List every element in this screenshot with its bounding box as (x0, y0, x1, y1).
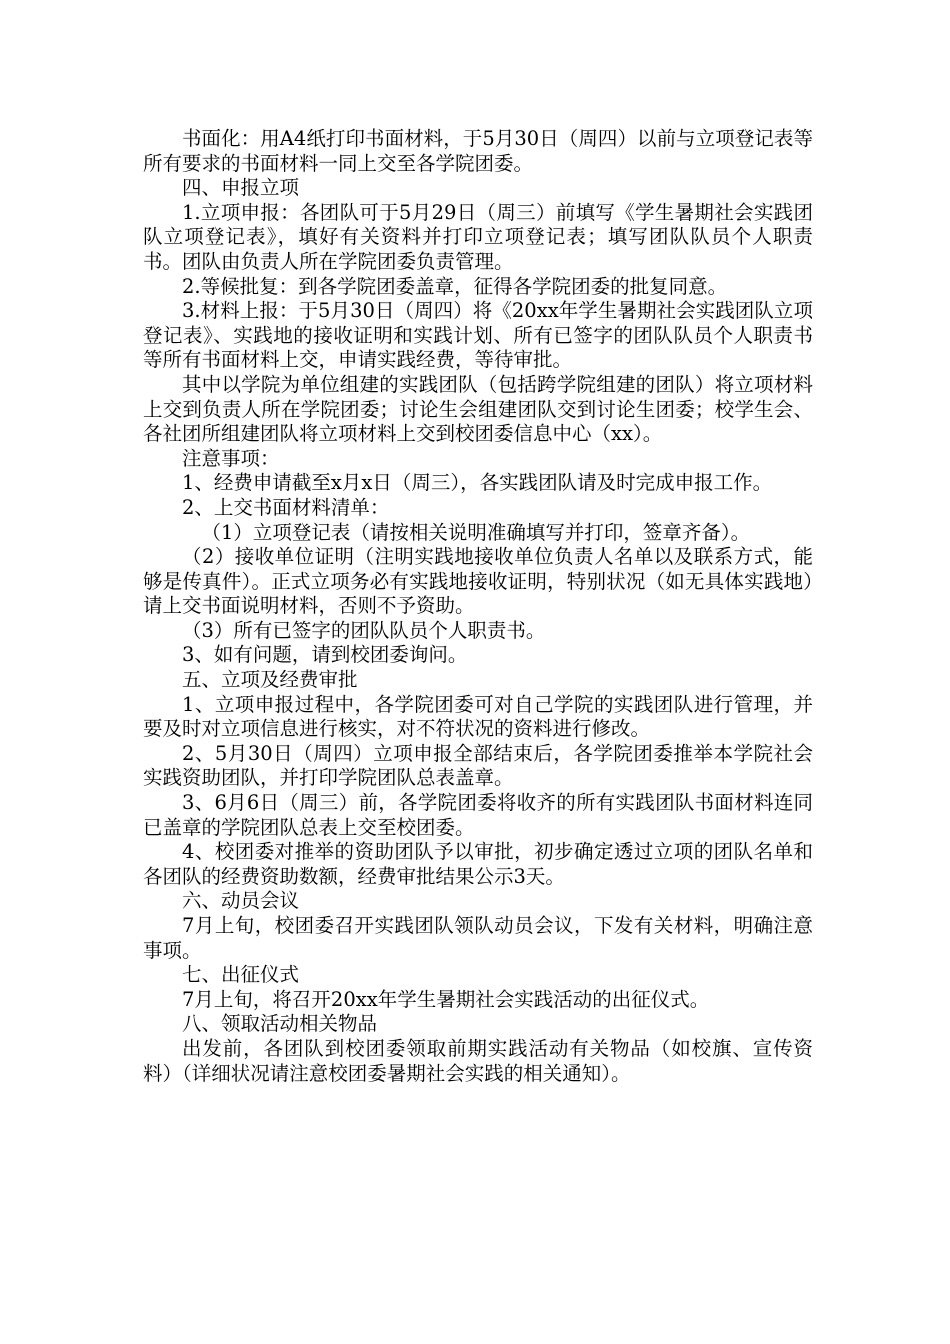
paragraph-approval-2: 2、5月30日（周四）立项申报全部结束后，各学院团委推举本学院社会实践资助团队，并打印学院团队总表盖章。 (143, 741, 813, 790)
heading-notes: 注意事项： (182, 446, 280, 470)
paragraph-ceremony: 7月上旬，将召开20xx年学生暑期社会实践活动的出征仪式。 (182, 987, 710, 1011)
paragraph-note-2-item-2: （2）接收单位证明（注明实践地接收单位负责人名单以及联系方式，能够是传真件）。正式立项务必有实践地接收证明，特别状况（如无具体实践地）请上交书面说明材料，否则不予资助。 (143, 545, 813, 618)
heading-section-4: 四、申报立项 (182, 176, 300, 200)
paragraph-approval-1: 1、立项申报过程中，各学院团委可对自己学院的实践团队进行管理，并要及时对立项信息进行核实，对不符状况的资料进行修改。 (143, 692, 813, 741)
heading-section-7: 七、出征仪式 (182, 963, 300, 987)
paragraph-project-application: 1.立项申报：各团队可于5月29日（周三）前填写《学生暑期社会实践团队立项登记表》，填好有关资料并打印立项登记表；填写团队队员个人职责书。团队由负责人所在学院团委负责管理。 (143, 200, 813, 273)
paragraph-written-materials: 书面化：用A4纸打印书面材料，于5月30日（周四）以前与立项登记表等所有要求的书面材料一同上交至各学院团委。 (143, 127, 813, 175)
paragraph-note-3: 3、如有问题，请到校团委询问。 (182, 643, 468, 667)
paragraph-approval-4: 4、校团委对推举的资助团队予以审批，初步确定透过立项的团队名单和各团队的经费资助数额，经费审批结果公示3天。 (143, 840, 813, 888)
paragraph-await-approval: 2.等候批复：到各学院团委盖章，征得各学院团委的批复同意。 (182, 274, 728, 298)
heading-section-5: 五、立项及经费审批 (182, 668, 358, 692)
paragraph-submission-routes: 其中以学院为单位组建的实践团队（包括跨学院组建的团队）将立项材料上交到负责人所在学院团委；讨论生会组建团队交到讨论生团委；校学生会、各社团所组建团队将立项材料上交到校团委信息中心（xx）。 (143, 372, 813, 446)
paragraph-mobilization: 7月上旬，校团委召开实践团队领队动员会议，下发有关材料，明确注意事项。 (143, 914, 813, 962)
paragraph-note-2-item-3: （3）所有已签字的团队队员个人职责书。 (182, 618, 546, 642)
heading-section-6: 六、动员会议 (182, 889, 300, 913)
paragraph-material-submission: 3.材料上报：于5月30日（周四）将《20xx年学生暑期社会实践团队立项登记表》、实践地的接收证明和实践计划、所有已签字的团队队员个人职责书等所有书面材料上交，申请实践经费，等待审批。 (143, 299, 813, 372)
heading-section-8: 八、领取活动相关物品 (182, 1012, 378, 1036)
paragraph-note-2-item-1: （1）立项登记表（请按相关说明准确填写并打印，签章齐备）。 (201, 520, 751, 544)
paragraph-collect-items: 出发前，各团队到校团委领取前期实践活动有关物品（如校旗、宣传资料）（详细状况请注意校团委暑期社会实践的相关通知）。 (143, 1036, 813, 1085)
paragraph-approval-3: 3、6月6日（周三）前，各学院团委将收齐的所有实践团队书面材料连同已盖章的学院团队总表上交至校团委。 (143, 791, 813, 839)
document-body (143, 127, 813, 1086)
paragraph-note-2: 2、上交书面材料清单： (182, 495, 390, 519)
paragraph-note-1: 1、经费申请截至x月x日（周三），各实践团队请及时完成申报工作。 (182, 471, 773, 495)
